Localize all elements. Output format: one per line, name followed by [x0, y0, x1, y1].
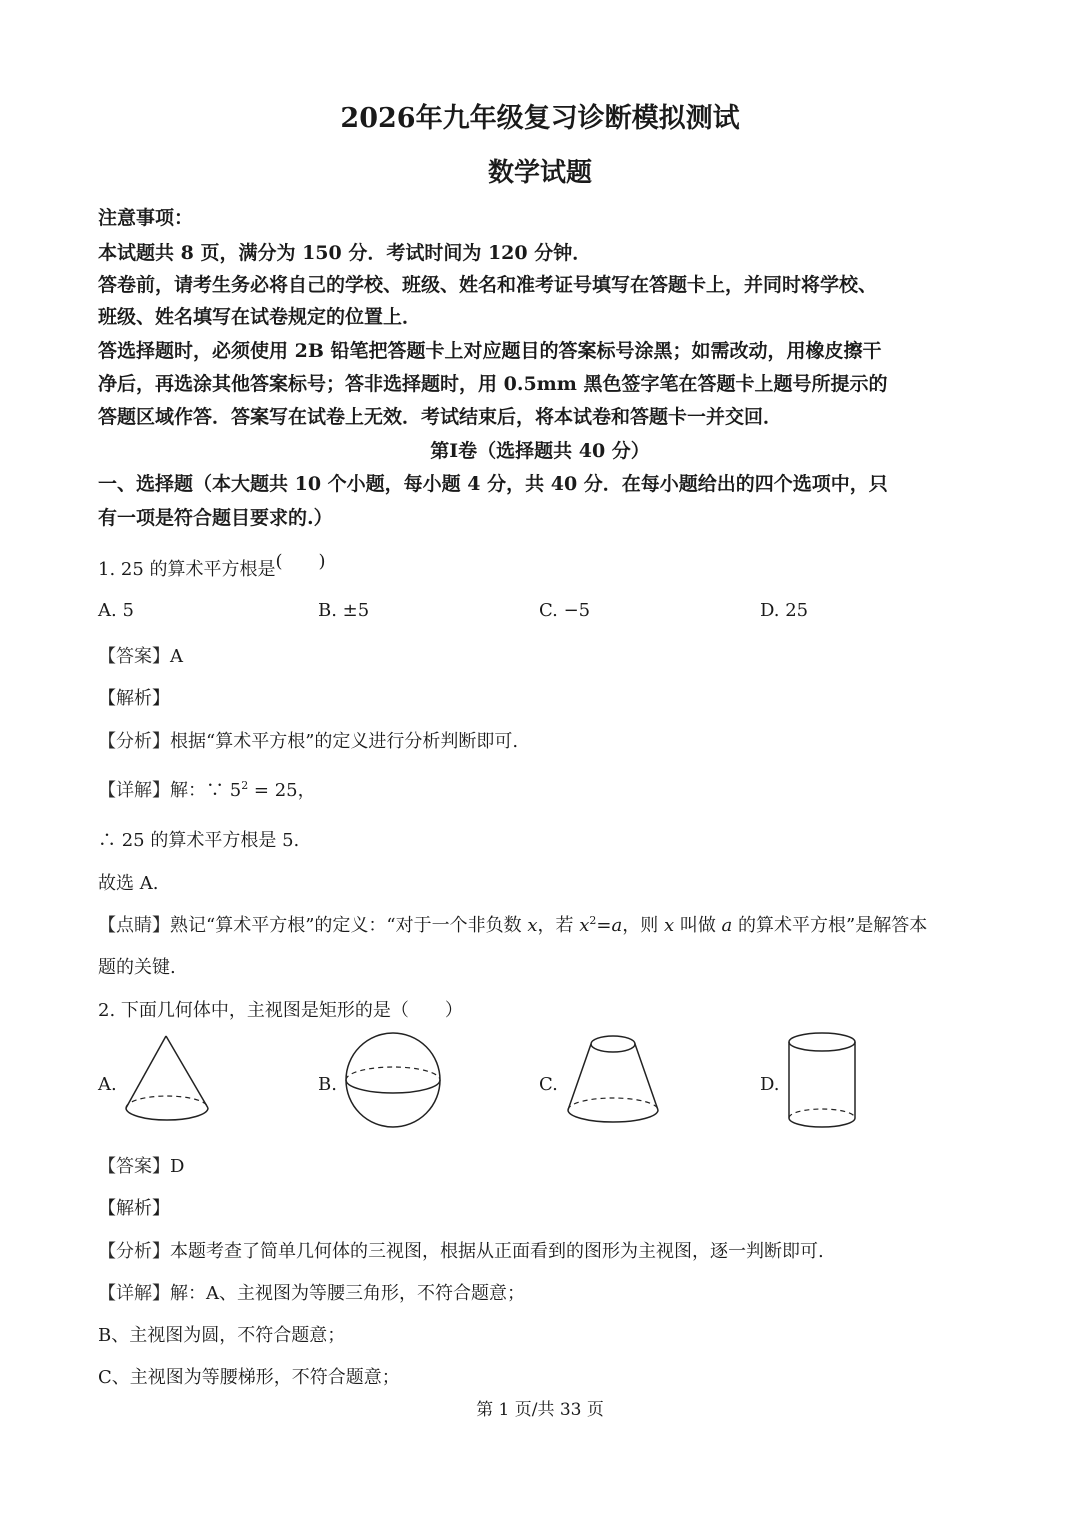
q1-analysis-tag: 【解析】 — [98, 688, 170, 709]
q1-option-c: C. −5 — [539, 600, 591, 621]
q1-option-d: D. 25 — [760, 600, 809, 621]
q2-option-b: B. — [318, 1074, 337, 1095]
answer-tag: 【答案】 — [98, 1156, 170, 1177]
fenxi-text: 根据“算术平方根”的定义进行分析判断即可. — [170, 731, 519, 752]
dianjing-text-2: ，若 — [537, 915, 580, 936]
q1-fenxi — [98, 727, 518, 753]
q1-dianjing — [98, 911, 927, 937]
question-1-text: 1. 25 的算术平方根是 — [98, 559, 276, 580]
notes-line-4: 答选择题时，必须使用 2B 铅笔把答题卡上对应题目的答案标号涂黑；如需改动，用橡皮擦干 — [98, 340, 882, 362]
q1-dianjing-line-2: 题的关键. — [98, 957, 176, 978]
notes-line-5: 净后，再选涂其他答案标号；答非选择题时，用 0.5mm 黑色签字笔在答题卡上题号所提示的 — [98, 373, 888, 395]
exponent: 2 — [589, 914, 597, 927]
notes-line-3: 班级、姓名填写在试卷规定的位置上． — [98, 306, 422, 328]
answer-value: D — [170, 1156, 185, 1177]
var-x: x — [579, 915, 590, 936]
notes-heading: 注意事项： — [98, 207, 194, 229]
q2-analysis-tag: 【解析】 — [98, 1198, 170, 1219]
equals: = — [596, 915, 612, 936]
part-heading-line-2: 有一项是符合题目要求的.） — [98, 507, 333, 529]
cylinder-figure — [785, 1030, 865, 1136]
answer-tag: 【答案】 — [98, 646, 170, 667]
q2-fenxi — [98, 1237, 824, 1263]
detail-text: 解：A、主视图为等腰三角形，不符合题意； — [170, 1283, 525, 1304]
fenxi-text: 本题考查了简单几何体的三视图，根据从正面看到的图形为主视图，逐一判断即可. — [170, 1241, 824, 1262]
q2-option-a: A. — [98, 1074, 117, 1095]
dianjing-text-1: 熟记“算术平方根”的定义：“对于一个非负数 — [170, 915, 528, 936]
q2-answer — [98, 1152, 184, 1178]
q2-line-c: C、主视图为等腰梯形，不符合题意； — [98, 1367, 400, 1388]
cone-figure — [120, 1030, 220, 1130]
notes-line-6: 答题区域作答．答案写在试卷上无效．考试结束后，将本试卷和答题卡一并交回． — [98, 406, 783, 428]
var-a: a — [721, 915, 733, 936]
frustum-figure — [560, 1030, 670, 1130]
dianjing-text-4: 叫做 — [674, 915, 722, 936]
var-a: a — [611, 915, 623, 936]
q2-line-b: B、主视图为圆，不符合题意； — [98, 1325, 346, 1346]
detail-exponent: 2 — [241, 779, 249, 792]
exam-subtitle: 数学试题 — [487, 158, 592, 188]
fenxi-tag: 【分析】 — [98, 1241, 170, 1262]
dianjing-text-5: 的算术平方根”是解答本 — [732, 915, 928, 936]
q1-therefore: ∴ 25 的算术平方根是 5. — [98, 830, 300, 851]
dianjing-tag: 【点睛】 — [98, 915, 170, 936]
part-heading-line-1: 一、选择题（本大题共 10 个小题，每小题 4 分，共 40 分．在每小题给出的四个选项中，只 — [98, 473, 888, 495]
var-x: x — [663, 915, 675, 936]
detail-tag: 【详解】 — [98, 780, 170, 801]
answer-paren: ( ) — [275, 551, 326, 572]
q2-detail — [98, 1279, 525, 1305]
exam-title: 2026年九年级复习诊断模拟测试 — [340, 103, 740, 134]
sphere-figure — [340, 1030, 450, 1130]
dianjing-text-3: ，则 — [622, 915, 664, 936]
q1-option-b: B. ±5 — [318, 600, 370, 621]
fenxi-tag: 【分析】 — [98, 731, 170, 752]
notes-line-2: 答卷前，请考生务必将自己的学校、班级、姓名和准考证号填写在答题卡上，并同时将学校、 — [98, 274, 878, 296]
notes-line-1: 本试题共 8 页，满分为 150 分．考试时间为 120 分钟． — [98, 242, 592, 264]
q2-option-c: C. — [539, 1074, 558, 1095]
detail-prefix: 解：∵ 5 — [170, 780, 242, 801]
detail-tag: 【详解】 — [98, 1283, 170, 1304]
answer-value: A — [170, 646, 183, 667]
q1-detail — [98, 776, 316, 802]
section-title: 第Ⅰ卷（选择题共 40 分） — [430, 440, 650, 462]
q1-answer — [98, 642, 183, 668]
question-2-stem: 2. 下面几何体中，主视图是矩形的是（ ） — [98, 1000, 463, 1021]
page-number: 第 1 页/共 33 页 — [476, 1400, 604, 1420]
var-x: x — [527, 915, 538, 936]
q1-option-a: A. 5 — [98, 600, 134, 621]
q2-option-d: D. — [760, 1074, 780, 1095]
q1-choose: 故选 A. — [98, 873, 159, 894]
question-1-stem — [98, 551, 326, 581]
detail-suffix: = 25， — [248, 780, 316, 801]
